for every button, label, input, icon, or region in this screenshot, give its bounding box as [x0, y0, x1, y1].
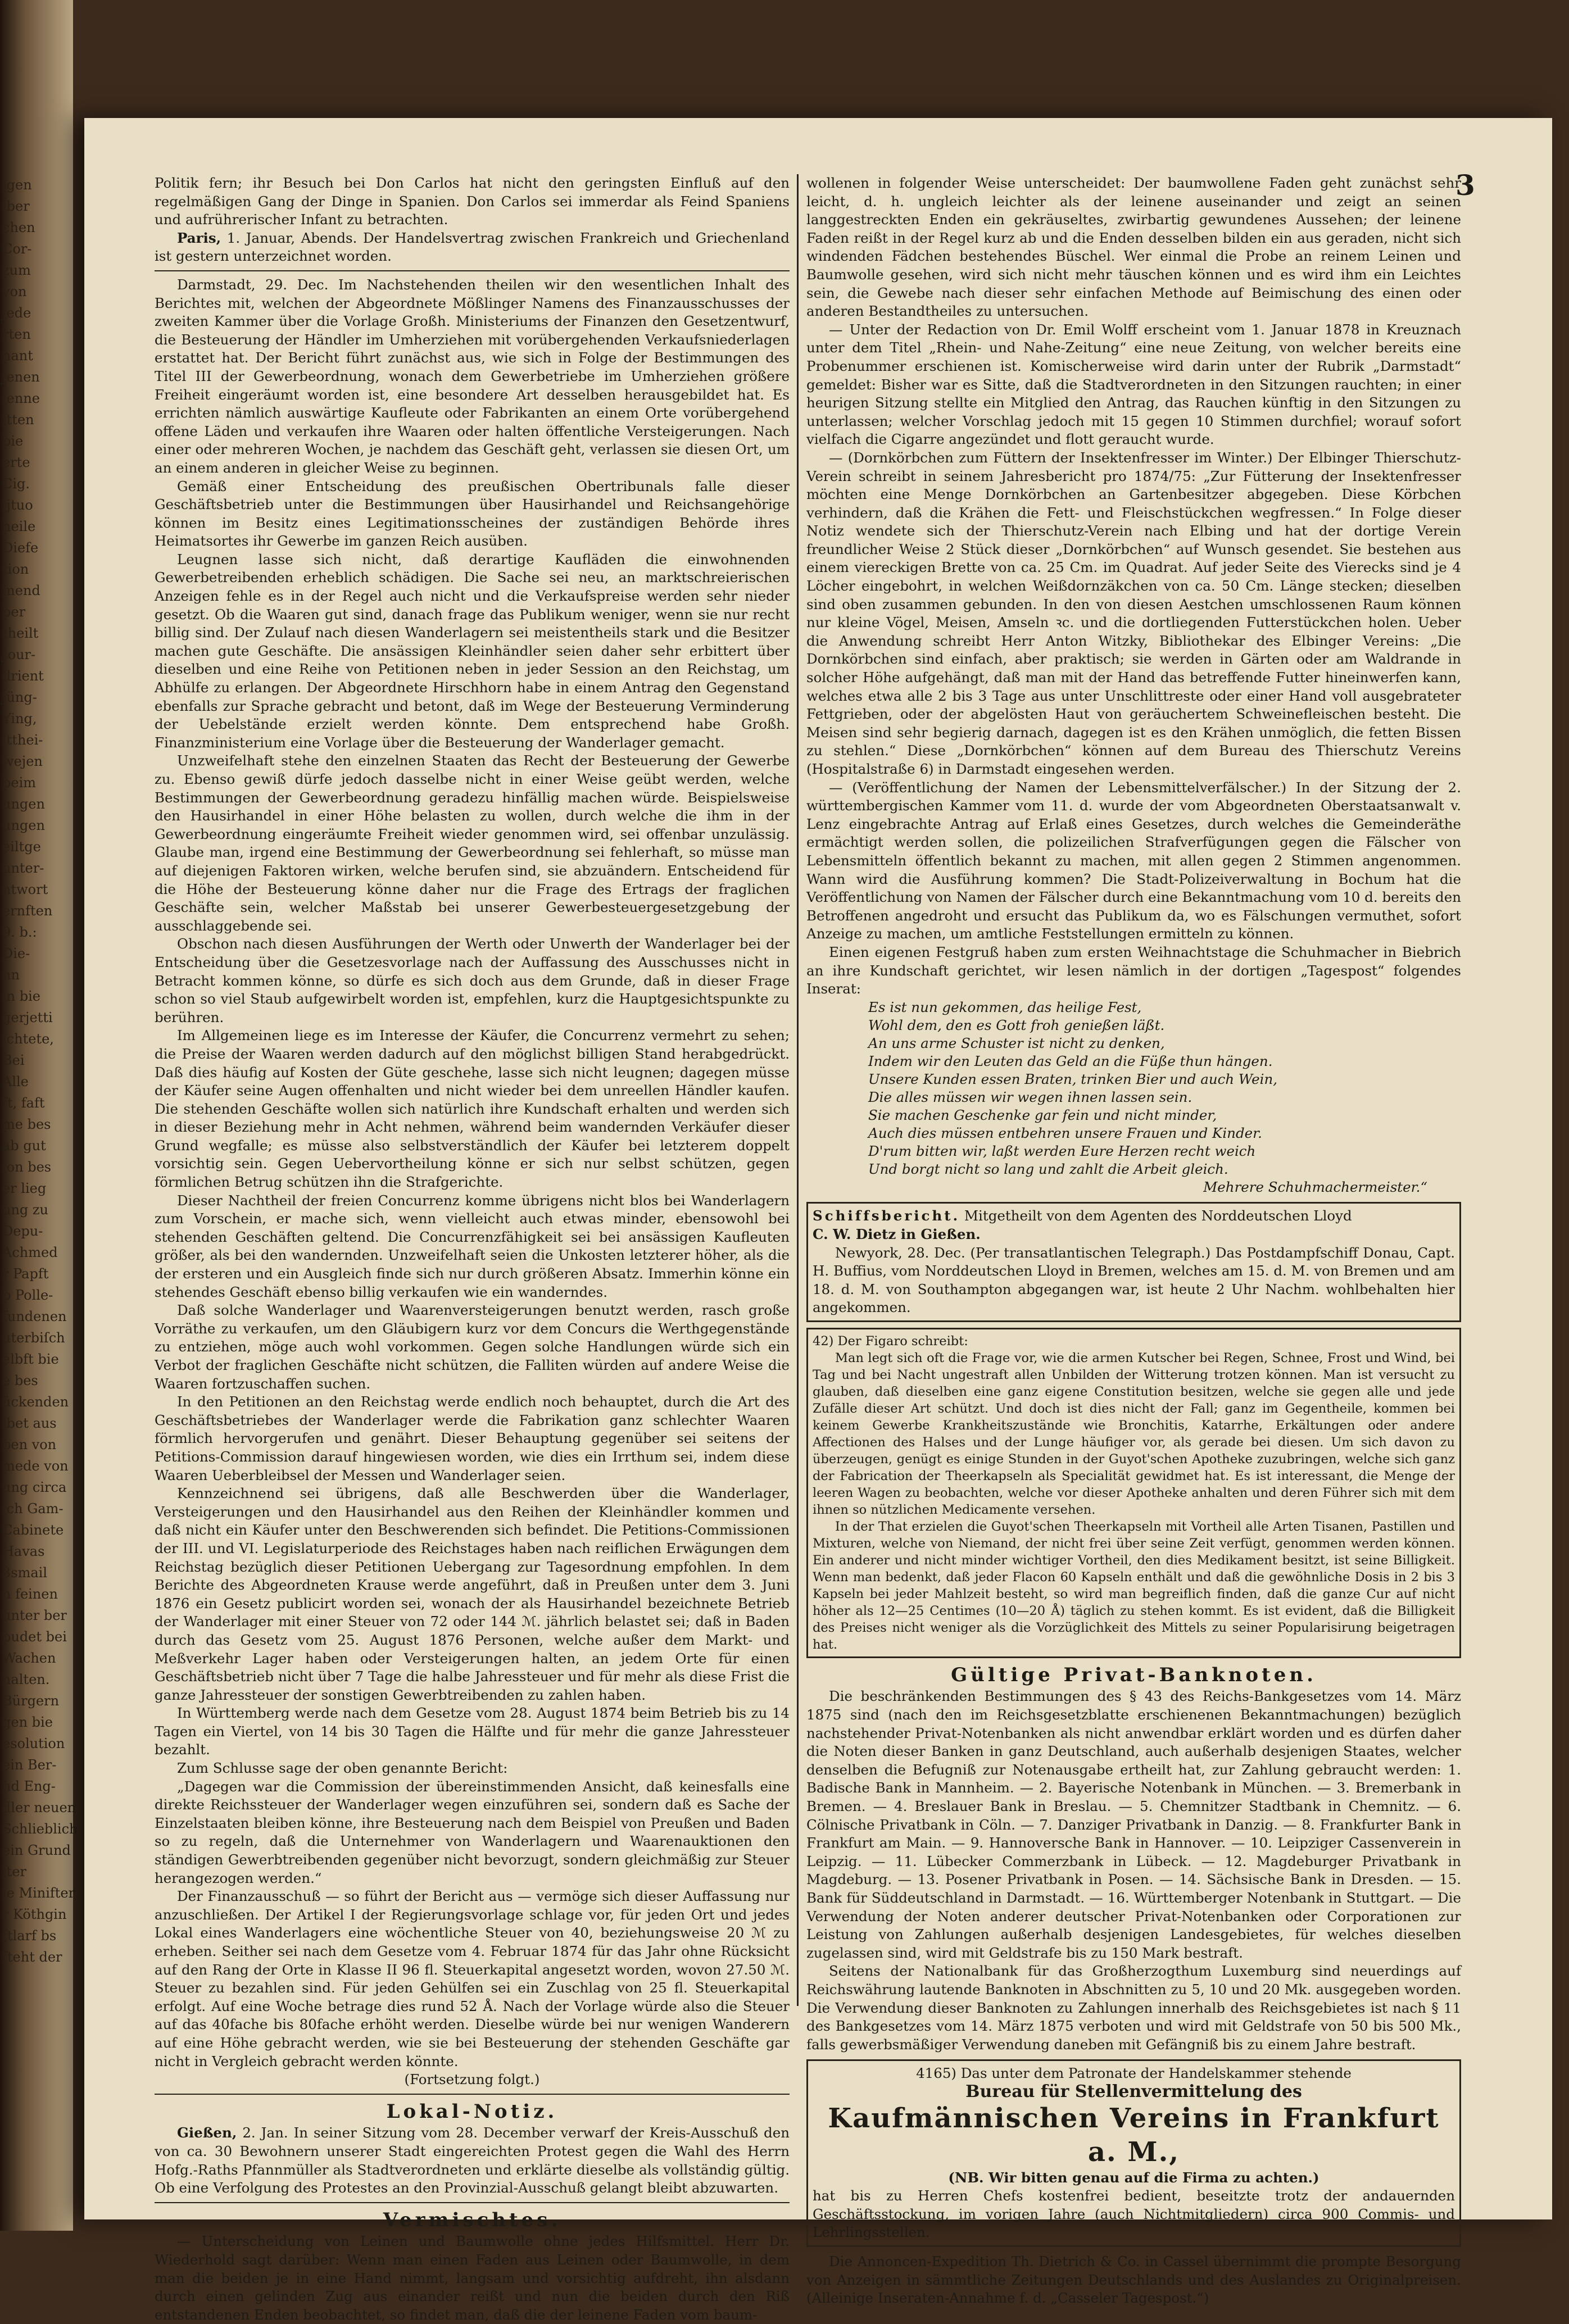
article-lebensmittel: — (Veröffentlichung der Namen der Lebensmittelverfälscher.) In der Sitzung der 2. württembergischen Kammer vom 11. d. wurde der vom Abgeordneten Oberstaatsanwalt v. Lenz eingebrachte Antrag auf Erlaß eines Gesetzes, durch welches die Gemeinderäthe ermächtigt werden sollen, die polizeilichen Strafverfügungen gegen die Fälscher von Lebensmitteln öffentlich bekannt zu machen, mit allen gegen 2 Stimmen angenommen. Wann wird die Ausführung kommen? Die Stadt-Polizeiverwaltung in Bochum hat die Veröffentlichung von Namen der Fälscher durch eine Bekanntmachung vom 10 d. bereits den Betroffenen angedroht und ersucht das Publikum da, wo es Fälschungen vermuthet, sofort Anzeige zu machen, um amtliche Feststellungen ermitteln zu können.: [806, 779, 1461, 942]
ad-line-4: (NB. Wir bitten genau auf die Firma zu achten.): [948, 2169, 1319, 2186]
gutter-fragment: iter: [2, 1864, 26, 1880]
merchant-ad-box: [806, 2059, 1461, 2247]
article-darmstadt-13: Der Finanzausschuß — so führt der Bericht aus — vermöge sich dieser Auffassung nur anzuschließen. Der Artikel I der Regierungsvorlage schlage vor, für jeden Ort und jedes Lokal eines Wanderlagers eine wöchentliche Steuer von 40, beziehungsweise 20 ℳ zu erheben. Seither sei nach dem Gesetze vom 4. Februar 1874 für das Jahr ohne Rücksicht auf den Rang der Orte in Klasse II 96 fl. Steuerkapital angesetzt worden, wovon 27.50 ℳ. Steuer zu bezahlen sind. Für jeden Gehülfen sei ein Zuschlag von 25 fl. Steuerkapital erfolgt. Auf eine Woche betrage dies rund 52 Å. Nach der Vorlage würde also die Steuer auf das 40fache bis 80fache erhöht werden. Dieselbe würde bei nur wenigen Wanderern auf eine Höhe gebracht werden, wie sie bei Besteuerung der stehenden Geschäfte gar nicht in Vergleich gebracht werden könnte.: [155, 1888, 790, 2069]
gutter-fragment: pudet bei: [2, 1629, 67, 1645]
book-gutter: [0, 0, 78, 2231]
gutter-fragment: ion bes: [2, 1159, 52, 1175]
gutter-fragment: ienne: [2, 391, 40, 406]
gutter-fragment: ückenden: [2, 1394, 69, 1410]
gutter-fragment: me bes: [2, 1116, 51, 1132]
gutter-fragment: ft, faft: [2, 1095, 45, 1111]
article-giessen: [155, 2124, 790, 2197]
banknote-luxemburg: Seitens der Nationalbank für das Großherzogthum Luxemburg sind neuerdings auf Reichswährung lautende Banknoten in Abschnitten zu 5, 10 und 20 Mk. ausgegeben worden. Die Verwendung dieser Banknoten zu Zahlungen innerhalb des Reichsgebietes ist nach § 11 des Bankgesetzes vom 14. März 1875 verboten und wird mit Geldstrafe von 50 bis 500 Mk., falls gewerbsmäßiger Verwendung daneben mit Gefängniß bis zu einem Jahre bestraft.: [806, 1963, 1461, 2053]
gutter-fragment: ein Ber-: [2, 1757, 57, 1773]
gutter-fragment: Wachen: [2, 1650, 56, 1666]
poem-signature: Mehrere Schuhmachermeister.“: [1203, 1178, 1427, 1195]
gutter-fragment: Depu-: [2, 1223, 43, 1239]
poem-line: Indem wir den Leuten das Geld an die Füße thun hängen.: [868, 1052, 1273, 1069]
gutter-fragment: igen: [2, 177, 32, 193]
gutter-fragment: dler neuen: [2, 1800, 76, 1815]
gutter-fragment: ben von: [2, 1437, 57, 1453]
gutter-fragment: Diefe: [2, 540, 39, 556]
article-leinen-cont: wollenen in folgender Weise unterscheidet: Der baumwollene Faden geht zunächst sehr leicht, d. h. ungleich leichter als der leinene auseinander und zeigt an seinen langgestreckten Enden ein gekräuseltes, zwirbartig gewundenes Aussehen; der leinene Faden reißt in der Regel kurz ab und die Enden desselben bilden ein aus geraden, nicht sich windenden Fädchen bestehendes Büschel. Wer einmal die Probe an reinem Leinen und Baumwolle gesehen, wird sich nicht mehr täuschen können und es wird ihm ein Leichtes sein, die Gewebe nach dieser sehr einfachen Methode auf Beimischung des einen oder anderen Bestandtheiles zu untersuchen.: [806, 175, 1461, 320]
article-darmstadt-9: In den Petitionen an den Reichstag werde endlich noch behauptet, durch die Art des Geschäftsbetriebes der Wanderlager werde die Fabrikation ganz schlechter Waaren förmlich hervorgerufen und genährt. Dieser Behauptung gegenüber sei seitens der Petitions-Commission darauf hingewiesen worden, wie dies ein Irrthum sei, indem diese Waaren Ueberbleibsel der Messen und Wanderlager seien.: [155, 1394, 790, 1483]
gutter-fragment: ibet aus: [2, 1415, 57, 1431]
gutter-fragment: ungen: [2, 796, 45, 812]
gutter-fragment: itthei-: [2, 732, 43, 748]
gutter-fragment: nd Eng-: [2, 1778, 56, 1794]
gutter-fragment: mend: [2, 583, 40, 598]
poem-line: Und borgt nicht so lang und zahlt die Arbeit gleich.: [868, 1160, 1228, 1177]
gutter-fragment: wejen: [2, 754, 43, 769]
gutter-fragment: eiltge: [2, 839, 41, 855]
article-darmstadt-11: In Württemberg werde nach dem Gesetze vom 28. August 1874 beim Betrieb bis zu 14 Tagen ein Viertel, von 14 bis 30 Tagen die Hälfte und für mehr die ganze Jahressteuer bezahlt.: [155, 1705, 790, 1758]
gutter-fragment: elbft bie: [2, 1351, 59, 1367]
article-darmstadt-6: Im Allgemeinen liege es im Interesse der Käufer, die Concurrenz vermehrt zu sehen; die Preise der Waaren werden dadurch auf den möglichst billigen Stand herabgedrückt. Daß dies häufig auf Kosten der Güte geschehe, lasse sich nicht leugnen; dagegen müsse der Käufer seine Augen offenhalten und nicht wieder bei dem unreellen Händler kaufen. Die stehenden Geschäfte wollen sich natürlich ihre Kundschaft erhalten und werden sich in dieser Beziehung mehr in Acht nehmen, während beim wandernden Verkäufer dieser Grund wegfalle; es müsse also selbstverständlich der Käufer bei letzterem doppelt vorsichtig sein. Gegen Uebervortheilung könne er sich nur selbst schützen, gegen förmlichen Betrug schützen ihn die Strafgerichte.: [155, 1027, 790, 1191]
page-number: 3: [1455, 169, 1475, 202]
gutter-fragment: ber: [2, 604, 26, 620]
article-schuhmacher: Einen eigenen Festgruß haben zum ersten Weihnachtstage die Schuhmacher in Biebrich an ihre Kundschaft gerichtet, wir lesen nämlich in der dortigen „Tagespost“ folgendes Inserat:: [806, 943, 1461, 997]
gutter-fragment: jenen: [2, 369, 40, 385]
ship-agent: C. W. Dietz in Gießen.: [813, 1225, 981, 1242]
expedition-ad: Die Annoncen-Expedition Th. Dietrich & Co. in Cassel übernimmt die prompte Besorgung von Anzeigen in sämmtliche Zeitungen Deutschlands und des Auslandes zu Originalpreisen. (Alleinige Inseraten-Annahme f. d. „Casseler Tagespost.“): [806, 2253, 1461, 2307]
gutter-fragment: nn: [2, 967, 20, 983]
poem-line: Unsere Kunden essen Braten, trinken Bier und auch Wein,: [868, 1070, 1278, 1087]
gutter-fragment: fteht der: [2, 1949, 62, 1965]
article-paris: [155, 229, 790, 266]
gutter-fragment: gen bie: [2, 1714, 53, 1730]
gutter-fragment: Jour-: [2, 647, 36, 662]
gutter-fragment: mede von: [2, 1458, 69, 1474]
figaro-head: 42) Der Figaro schreibt:: [813, 1333, 968, 1349]
gutter-fragment: ich Gam-: [2, 1501, 64, 1517]
gutter-fragment: nant: [2, 348, 33, 364]
article-leinen: — Unterscheidung von Leinen und Baumwolle ohne jedes Hilfsmittel. Herr Dr. Wiederhold sagt darüber: Wenn man einen Faden aus Leinen oder Baumwolle, in dem man die beiden je in eine Hand nimmt, langsam und vorsichtig aufdreht, ihn alsdann durch einen gelinden Zug aus einander reißt und nun die beiden durch den Riß entstandenen Enden beobachtet, so findet man, daß die der leinene Faden vom baum-: [155, 2233, 790, 2323]
article-dornkoerbchen: — (Dornkörbchen zum Füttern der Insektenfresser im Winter.) Der Elbinger Thierschutz-Verein schreibt in seinem Jahresbericht pro 1874/75: „Zur Fütterung der Insektenfresser möchten eine Menge Dornkörbchen an Gartenbesitzer abgegeben. Diese Körbchen verhindern, daß die Krähen die Fett- und Fleischstückchen wegfressen.“ In Folge dieser Notiz wendete sich der Thierschutz-Verein nach Elbing und hat der dortige Verein freundlicher Weise 2 Stück dieser „Dornkörbchen“ auf Wunsch gesendet. Sie bestehen aus einem viereckigen Brette von ca. 25 Cm. im Quadrat. Auf jeder Seite des Vierecks sind je 4 Löcher eingebohrt, in welchen Weißdornzäkchen von ca. 50 Cm. Länge stecken; dieselben sind oben zusammen gebunden. In den von diesen Aestchen umschlossenen Raum können nur kleine Vögel, Meisen, Amseln ꝛc. und die dortliegenden Futterstückchen holen. Ueber die Anwendung schreibt Herr Anton Witzky, Bibliothekar des Elbinger Vereins: „Die Dornkörbchen sind einfach, aber praktisch; sie werden in Gärten oder am Waldrande in solcher Höhe aufgehängt, daß man mit der Hand das betreffende Futter hineinwerfen kann, welches etwa alle 2 bis 3 Tage aus unter Unschlittreste oder einer Hand voll ausgebrateter Fettgrieben, oder der abgelösten Haut von geräuchertem Schweinefleischen besteht. Die Meisen sind sehr begierig darnach, dagegen ist es den Krähen unmöglich, die fetten Bissen zu stehlen.“ Diese „Dornkörbchen“ können auf dem Bureau des Thierschutz Vereins (Hospitalstraße 6) in Darmstadt eingesehen werden.: [806, 449, 1461, 777]
gutter-fragment: von: [2, 284, 27, 299]
gutter-fragment: e bes: [2, 1373, 38, 1388]
gutter-fragment: b Polle-: [2, 1287, 53, 1303]
article-darmstadt-4: Unzweifelhaft stehe den einzelnen Staaten das Recht der Besteuerung der Gewerbe zu. Ebenso gewiß dürfe jedoch dasselbe nicht in einer Weise geübt werden, welche Bestimmungen der Gewerbeordnung geradezu hinfällig machen würde. Beispielsweise den Hausirhandel in einer Höhe belasten zu wollen, durch welche die ihm in der Gewerbeordnung eingeräumte Freiheit wieder genommen wird, sei offenbar unzulässig. Glaube man, irgend eine Bestimmung der Gewerbeordnung sei fehlerhaft, so müsse man auf diejenigen Faktoren wirken, welche berufen sind, sie abzuändern. Entscheidend für die Höhe der Besteuerung könne daher nur die Frage des Ertrags der fraglichen Geschäfte sein, welcher Maßstab bei unserer Gewerbesteuergesetzgebung der ausschlaggebende sei.: [155, 752, 790, 934]
gutter-fragment: ie Minifter: [2, 1885, 75, 1901]
column-divider: [797, 174, 799, 2006]
gutter-fragment: theilt: [2, 625, 39, 641]
gutter-fragment: jede: [2, 305, 31, 321]
section-heading-vermischtes: Vermischtes.: [383, 2208, 561, 2231]
right-column: [806, 174, 1461, 2308]
gutter-text-fragments: [2, 174, 78, 1968]
gutter-fragment: uterbiſch: [2, 1330, 65, 1346]
gutter-fragment: heile: [2, 519, 36, 534]
gutter-fragment: Bürgern: [2, 1693, 60, 1709]
gutter-fragment: Alle: [2, 1074, 29, 1090]
poem-line: Auch dies müssen entbehren unsere Frauen und Kinder.: [868, 1124, 1262, 1141]
gutter-fragment: ein Grund: [2, 1842, 71, 1858]
ship-report-box: [806, 1202, 1461, 1322]
gutter-fragment: beim: [2, 775, 36, 791]
poem: [868, 998, 1461, 1178]
gutter-fragment: iber: [2, 198, 30, 214]
divider: [155, 2202, 790, 2203]
article-darmstadt-12: Zum Schlusse sage der oben genannte Bericht:: [177, 1760, 508, 1777]
gutter-fragment: Cig.: [2, 476, 30, 492]
gutter-fragment: unter-: [2, 860, 44, 876]
gutter-fragment: Schlieblich: [2, 1821, 78, 1837]
ship-report-title: Schiffsbericht.: [813, 1208, 960, 1224]
poem-line: Die alles müssen wir wegen ihnen lassen sein.: [868, 1088, 1192, 1105]
gutter-fragment: zum: [2, 262, 31, 278]
poem-line: An uns arme Schuster ist nicht zu denken,: [868, 1034, 1165, 1051]
figaro-text-2: In der That erzielen die Guyot'schen Theerkapseln mit Vortheil alle Arten Tisanen, Pastillen und Mixturen, welche von Niemand, der nicht frei über seine Zeit verfügt, genommen werden können. Ein anderer und nicht minder wichtiger Vortheil, den dies Medikament besitzt, ist seine Billigkeit. Wenn man bedenkt, daß jeder Flacon 60 Kapseln enthält und daß die gewöhnliche Dosis in 2 bis 3 Kapseln bei jeder Mahlzeit besteht, so wird man begreiflich finden, daß die ganze Cur auf nicht höher als 12—25 Centimes (10—20 Å) täglich zu stehen kommt. Es ist evident, daß die Billigkeit des Preises nicht weniger als die Vorzüglichkeit des Mittels zu seiner Popularisirung beigetragen hat.: [813, 1519, 1455, 1652]
poem-line: D'rum bitten wir, laßt werden Eure Herzen recht weich: [868, 1142, 1256, 1159]
gutter-fragment: ntwort: [2, 882, 48, 897]
divider: [155, 2094, 790, 2095]
gutter-fragment: ichtete,: [2, 1031, 54, 1047]
gutter-fragment: Ying,: [2, 711, 37, 727]
article-darmstadt-1: Darmstadt, 29. Dec. Im Nachstehenden theilen wir den wesentlichen Inhalt des Berichtes mit, welchen der Abgeordnete Mößlinger Namens des Finanzausschusses der zweiten Kammer über die Vorlage Großh. Ministeriums der Finanzen den Gesetzentwurf, die Besteuerung der Händler im Umherziehen mit vorübergehenden Verkaufsniederlagen erstattet hat. Der Bericht führt zunächst aus, wie sich in Folge der Bestimmungen des Titel III der Gewerbeordnung, wonach dem Gewerbetriebe im Umherziehen größere Freiheit eingeräumt worden ist, eine besondere Art desselben herausgebildet hat. Es errichten nämlich auswärtige Kaufleute oder Fabrikanten an einem Orte vorübergehend offene Läden und verkaufen ihre Waaren oder halten öffentliche Versteigerungen. Nach einer oder mehreren Wochen, je nachdem das Geschäft geht, verlassen sie diesen Ort, um an einem anderen in gleicher Weise zu beginnen.: [155, 276, 790, 476]
gutter-fragment: in bie: [2, 988, 41, 1004]
gutter-fragment: itten: [2, 412, 34, 428]
gutter-fragment: Cor-: [2, 241, 32, 257]
gutter-fragment: ungen: [2, 818, 45, 833]
gutter-fragment: fundenen: [2, 1309, 67, 1324]
article-giessen-text: 2. Jan. In seiner Sitzung vom 28. December verwarf der Kreis-Ausschuß den von ca. 30 Bewohnern unserer Stadt eingereichten Protest gegen die Wahl des Herrn Hofg.-Raths Pfannmüller als Stadtverordneten und erklärte dieselbe als vollständig gültig. Ob eine Verfolgung des Protestes an den Provinzial-Ausschuß gelangt bleibt abzuwarten.: [155, 2125, 790, 2196]
gutter-fragment: ernften: [2, 903, 53, 919]
left-column: [155, 174, 790, 2324]
gutter-fragment: 3smail: [2, 1565, 48, 1581]
article-carlos: Politik fern; ihr Besuch bei Don Carlos hat nicht den geringsten Einfluß auf den regelmäßigen Gang der Dinge in Spanien. Don Carlos sei immerdar als Feind Spaniens und aufrührerischer Infant zu betrachten.: [155, 175, 790, 228]
gutter-fragment: ung zu: [2, 1202, 49, 1218]
continued-note: (Fortsetzung folgt.): [404, 2071, 540, 2088]
article-darmstadt-2: Gemäß einer Entscheidung des preußischen Obertribunals falle dieser Geschäftsbetrieb unter die Bestimmungen über Hausirhandel und Reichsangehörige können im Besitz eines Legitimationsscheines der zuständigen Behörde ihres Heimatsortes ihr Gewerbe im ganzen Reich ausüben.: [155, 478, 790, 550]
gutter-fragment: chen: [2, 220, 35, 235]
ad-line-3: Kaufmännischen Vereins in Frankfurt a. M.,: [828, 2102, 1440, 2168]
gutter-fragment: Achmed: [2, 1245, 58, 1260]
gutter-fragment: gerjetti: [2, 1010, 53, 1025]
gutter-fragment: r Köthgin: [2, 1907, 67, 1922]
section-heading-lokal: Lokal-Notiz.: [386, 2100, 558, 2123]
gutter-fragment: er lieg: [2, 1181, 47, 1196]
poem-line: Wohl dem, den es Gott froh genießen läßt.: [868, 1016, 1165, 1033]
poem-line: Sie machen Geschenke gar fein und nicht minder,: [868, 1106, 1217, 1123]
gutter-fragment: rten: [2, 326, 31, 342]
gutter-fragment: Cabinete: [2, 1522, 64, 1538]
gutter-fragment: Bei: [2, 1052, 25, 1068]
gutter-fragment: esolution: [2, 1736, 65, 1751]
gutter-fragment: halten.: [2, 1672, 50, 1687]
article-darmstadt-10: Kennzeichnend sei übrigens, daß alle Beschwerden über die Wanderlager, Versteigerungen und den Hausirhandel aus den Reihen der Kleinhändler kommen und daß nicht ein Käufer unter den Beschwerenden sich befindet. Die Petitions-Commissionen der III. und VI. Legislaturperiode des Reichstages haben nach reiflichen Erwägungen dem Reichstag bezüglich dieser Petitionen Uebergang zur Tagesordnung empfohlen. In dem Berichte des Abgeordneten Krause werde angeführt, daß in Preußen unter dem 3. Juni 1876 ein Gesetz publicirt worden sei, wonach der als Hausirhandel bezeichnete Betrieb der Wanderlager mit einer Steuer von 72 oder 144 ℳ. jährlich belastet sei; daß in Baden durch das Gesetz vom 25. August 1876 Personen, welche außer dem Markt- und Meßverkehr Lager haben oder Versteigerungen halten, an jedem Orte für einen Geschäftsbetrieb nicht über 7 Tage die halbe Jahressteuer und für mehr als diese Frist die ganze Jahressteuer der sonstigen Gewerbtreibenden zu zahlen haben.: [155, 1485, 790, 1703]
section-heading-banknoten: Gültige Privat-Banknoten.: [951, 1663, 1317, 1686]
gutter-fragment: Die-: [2, 946, 30, 961]
article-kreuznach: — Unter der Redaction von Dr. Emil Wolff erscheint vom 1. Januar 1878 in Kreuznach unter dem Titel „Rhein- und Nahe-Zeitung“ eine neue Zeitung, von welcher bereits eine Probenummer erschienen ist. Komischerweise wird darin unter der Rubrik „Darmstadt“ gemeldet: Bisher war es Sitte, daß die Stadtverordneten in den Sitzungen rauchten; in einer heurigen Sitzung stellte ein Mitglied den Antrag, das Rauchen künftig in den Sitzungen zu unterlassen; welcher Vorschlag jedoch mit 15 gegen 10 Stimmen durchfiel; worauf sofort vielfach die Cigarre angezündet und flott geraucht wurde.: [806, 321, 1461, 448]
gutter-fragment: tion: [2, 561, 29, 577]
gutter-fragment: n feinen: [2, 1586, 58, 1602]
gutter-fragment: bie: [2, 433, 24, 449]
banknote-text: Die beschränkenden Bestimmungen des § 43 des Reichs-Bankgesetzes vom 14. März 1875 sind (nach den im Reichsgesetzblatte erschienenen Bekanntmachungen) bezüglich nachstehender Privat-Notenbanken als nicht anwendbar erklärt worden und es dürfen daher die Noten dieser Banken in ganz Deutschland, auch außerhalb desjenigen Staates, welcher denselben die Befugniß zur Notenausgabe ertheilt hat, zur Zahlung gebraucht werden: 1. Badische Bank in Mannheim. — 2. Bayerische Notenbank in München. — 3. Bremerbank in Bremen. — 4. Breslauer Bank in Breslau. — 5. Chemnitzer Stadtbank in Chemnitz. — 6. Cölnische Privatbank in Cöln. — 7. Danziger Privatbank in Danzig. — 8. Frankfurter Bank in Frankfurt am Main. — 9. Hannoversche Bank in Hannover. — 10. Leipziger Cassenverein in Leipzig. — 11. Lübecker Commerzbank in Lübeck. — 12. Magdeburger Privatbank in Magdeburg. — 13. Posener Privatbank in Posen. — 14. Sächsische Bank in Dresden. — 15. Bank für Süddeutschland in Darmstadt. — 16. Württemberger Notenbank in Stuttgart. — Die Verwendung der Noten anderer deutscher Privat-Notenbanken oder Corporationen zur Leistung von Zahlungen außerhalb desjenigen Landesgebietes, für welches dieselben zugelassen sind, wird mit Geldstrafe bis zu 150 Mark bestraft.: [806, 1688, 1461, 1961]
gutter-fragment: drient: [2, 668, 44, 684]
gutter-fragment: erte: [2, 455, 30, 470]
article-paris-text: 1. Januar, Abends. Der Handelsvertrag zwischen Frankreich und Griechenland ist gestern unterzeichnet worden.: [155, 229, 790, 265]
article-darmstadt-quote: „Dagegen war die Commission der übereinstimmenden Ansicht, daß keinesfalls eine direkte Reichssteuer der Wanderlager wegen einzuführen sei, sondern daß es Sache der Einzelstaaten bleiben könne, ihre Besteuerung nach dem Beispiel von Preußen und Baden so zu regeln, daß die Unternehmer von Wanderlagern und Waarenauktionen den ständigen Gewerbtreibenden gegenüber nicht bevorzugt, sondern gleichmäßig zur Steuer herangezogen werden.“: [155, 1778, 790, 1886]
article-darmstadt-7: Dieser Nachtheil der freien Concurrenz komme übrigens nicht blos bei Wanderlagern zum Vorschein, er mache sich, wenn vielleicht auch etwas minder, ebensowohl bei stehenden Geschäften geltend. Die Concurrenzfähigkeit sei bei ansässigen Kaufleuten größer, als bei den wandernden. Unzweifelhaft seien die Unkosten letzterer höher, als die der ersteren und ein Ausgleich finde sich nur durch größeren Absatz. Immerhin könne ein stehendes Geschäft ebenso billig verkaufen wie ein wanderndes.: [155, 1192, 790, 1300]
figaro-ad-box: [806, 1328, 1461, 1658]
figaro-text: Man legt sich oft die Frage vor, wie die armen Kutscher bei Regen, Schnee, Frost und Wind, bei Tag und bei Nacht ungestraft allen Unbilden der Witterung trotzen können. Man ist versucht zu glauben, daß dieselben eine ganz eigene Constitution besitzen, welche sie gegen alle und jede Zufälle dieser Art schützt. Und doch ist dies nicht der Fall; ganz im Gegentheile, kommen bei keinem Gewerbe Krankheitszustände wie Bronchitis, Katarrhe, Erkältungen oder andere Affectionen des Halses und der Lunge häufiger vor, als gerade bei diesen. Um sich davon zu überzeugen, genügt es einige Stunden in der Guyot'schen Apotheke zuzubringen, welche sich ganz der Fabrication der Theerkapseln als Specialität gewidmet hat. Es ist interessant, die Menge der leeren Wagen zu beobachten, welche vor dieser Apotheke anhalten und deren Führer sich mit dem ihnen so nützlichen Medicamente versehen.: [813, 1350, 1455, 1517]
dateline-paris: Paris,: [177, 229, 221, 246]
gutter-fragment: 9. b.:: [2, 924, 37, 940]
ad-line-2: Bureau für Stellenvermittelung des: [965, 2081, 1302, 2101]
ship-report-header: [813, 1207, 1455, 1225]
ship-report-text: Newyork, 28. Dec. (Per transatlantischen Telegraph.) Das Postdampfschiff Donau, Capt. H. Buffius, vom Norddeutschen Lloyd in Bremen, welches am 15. d. M. von Bremen und am 18. d. M. von Southampton abgegangen war, ist heute 2 Uhr Nachm. wohlbehalten hier angekommen.: [813, 1244, 1455, 1316]
gutter-fragment: unter ber: [2, 1608, 67, 1623]
gutter-fragment: ung circa: [2, 1479, 67, 1495]
gutter-fragment: r Papft: [2, 1266, 49, 1282]
ship-report-lead: Mitgetheilt von dem Agenten des Norddeutschen Lloyd: [964, 1208, 1352, 1224]
gutter-fragment: Havas: [2, 1544, 45, 1559]
gutter-fragment: jüng-: [2, 689, 37, 705]
article-darmstadt-8: Daß solche Wanderlager und Waarenversteigerungen benutzt werden, rasch große Vorräthe zu verkaufen, um den Gläubigern kurz vor dem Concurs die Werthgegenstände zu entziehen, möge auch wohl vorkommen. Gegen solche Handlungen würde sich ein Verbot der fraglichen Geschäfte nicht schützen, die Falliten würden auf andere Weise die Waaren fortzuschaffen suchen.: [155, 1302, 790, 1392]
dateline-giessen: Gießen,: [177, 2125, 237, 2141]
gutter-fragment: ftlarf bs: [2, 1928, 57, 1944]
divider: [155, 270, 790, 271]
article-darmstadt-3: Leugnen lasse sich nicht, daß derartige Kaufläden die einwohnenden Gewerbetreibenden erheblich schädigen. Die Sache sei neu, an marktschreierischen Anzeigen fehle es in der Regel auch nicht und die Verkaufspreise werden sehr nieder gesetzt. Ob die Waaren gut sind, danach frage das Publikum weniger, wenn sie nur recht billig sind. Der Zulauf nach diesen Wanderlagern sei meistentheils stark und die Besitzer machen gute Geschäfte. Die ansässigen Kleinhändler seien daher sehr erbittert über dieselben und eine Reihe von Petitionen neben in jeder Session an den Reichstag, um Abhülfe zu erlangen. Der Abgeordnete Hirschhorn habe in einem Antrag den Gegenstand ebenfalls zur Sprache gebracht und betont, daß im Wege der Besteuerung Verminderung der Uebelstände erzielt werden könnte. Dem entsprechend habe Großh. Finanzministerium eine Vorlage über die Besteuerung der Wanderlager gemacht.: [155, 551, 790, 751]
ad-line-1: 4165) Das unter dem Patronate der Handelskammer stehende: [916, 2065, 1352, 2082]
gutter-fragment: ab gut: [2, 1138, 46, 1154]
gutter-fragment: ijtuo: [2, 497, 33, 513]
ad-line-5: hat bis zu Herren Chefs kostenfrei bedient, beseitzte trotz der andauernden Geschäftsstockung, im vorigen Jahre (auch Nichtmitgliedern) circa 900 Commis- und Lehrlingsstellen.: [813, 2187, 1455, 2241]
poem-line: Es ist nun gekommen, das heilige Fest,: [868, 998, 1142, 1015]
article-darmstadt-5: Obschon nach diesen Ausführungen der Werth oder Unwerth der Wanderlager bei der Entscheidung über die Gesetzesvorlage nach der Auffassung des Ausschusses nicht in Betracht kommen könne, so dürfe es sich doch aus dem Grunde, daß in dieser Frage schon so viel Staub aufgewirbelt worden ist, empfehlen, kurz die Hauptgesichtspunkte zu berühren.: [155, 936, 790, 1025]
